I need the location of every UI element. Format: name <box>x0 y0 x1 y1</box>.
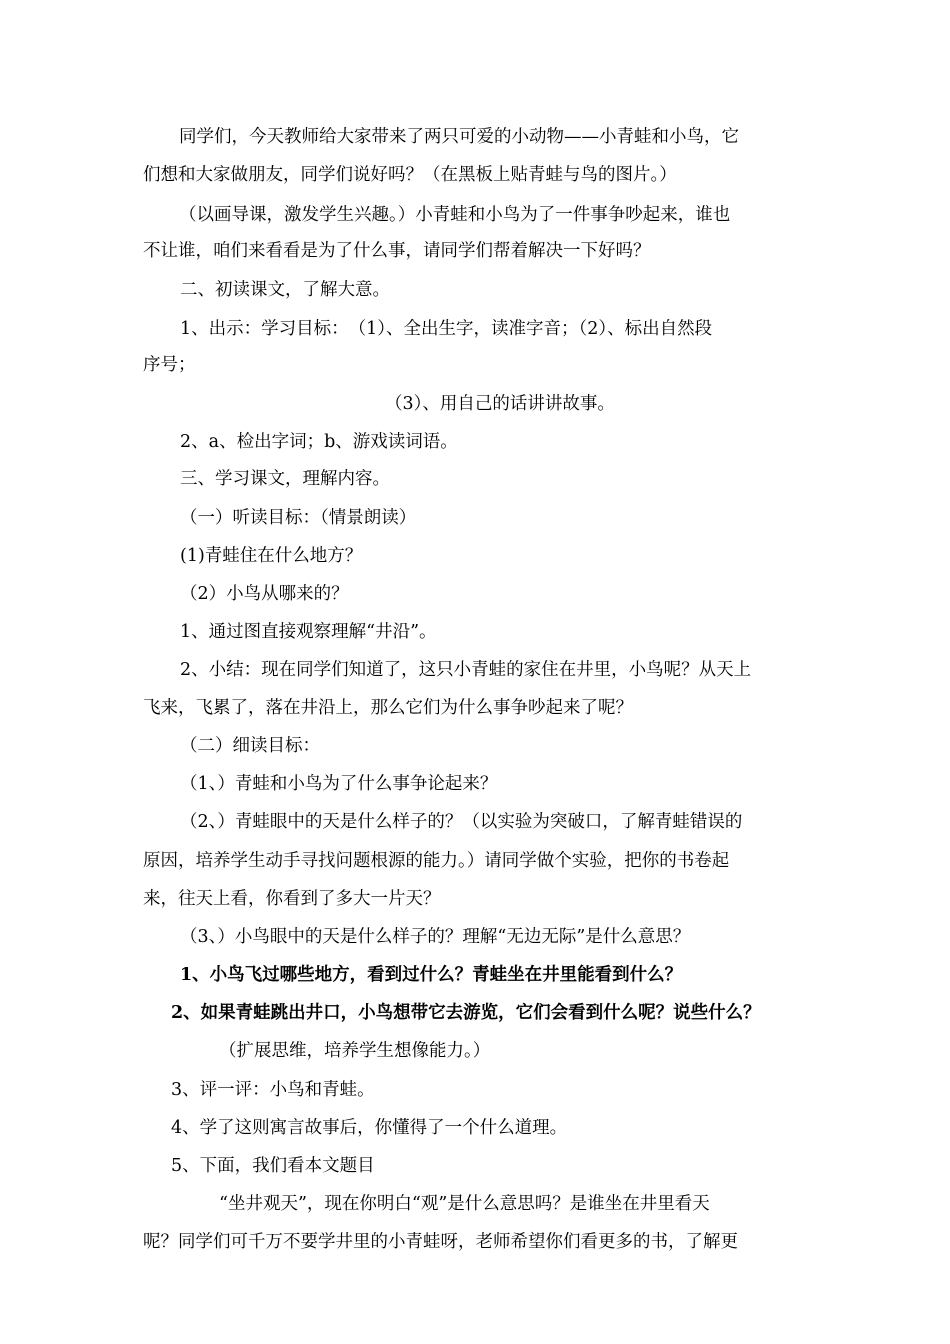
paragraph-line-3: （以画导课，激发学生兴趣。）小青蛙和小鸟为了一件事争吵起来，谁也 <box>179 205 731 225</box>
paragraph-line-21: 来，往天上看，你看到了多大一片天？ <box>143 889 441 909</box>
paragraph-line-28: 5、下面，我们看本文题目 <box>171 1156 375 1176</box>
paragraph-line-8: （3）、用自己的话讲讲故事。 <box>385 394 615 414</box>
paragraph-line-27: 4、学了这则寓言故事后，你懂得了一个什么道理。 <box>171 1118 568 1138</box>
paragraph-line-30: 呢？同学们可千万不要学井里的小青蛙呀，老师希望你们看更多的书，了解更 <box>143 1232 738 1252</box>
paragraph-line-4: 不让谁，咱们来看看是为了什么事，请同学们帮着解决一下好吗？ <box>143 241 651 261</box>
subsection-heading-1: （一）听读目标：（情景朗读） <box>180 508 417 528</box>
paragraph-line-1: 同学们，今天教师给大家带来了两只可爱的小动物——小青蛙和小鸟，它 <box>179 127 739 147</box>
subsection-heading-2: （二）细读目标： <box>180 736 320 756</box>
bold-question-1: 1、小鸟飞过哪些地方，看到过什么？青蛙坐在井里能看到什么？ <box>180 965 683 985</box>
paragraph-line-18: （1、）青蛙和小鸟为了什么事争论起来？ <box>180 774 498 794</box>
section-heading-2: 二、初读课文，了解大意。 <box>180 280 390 300</box>
paragraph-line-14: 1、通过图直接观察理解“井沿”。 <box>180 622 437 642</box>
paragraph-line-7: 序号； <box>143 355 196 375</box>
paragraph-line-19: （2、）青蛙眼中的天是什么样子的？（以实验为突破口，了解青蛙错误的 <box>180 812 743 832</box>
paragraph-line-15: 2、小结：现在同学们知道了，这只小青蛙的家住在井里，小鸟呢？从天上 <box>180 660 752 680</box>
paragraph-line-12: (1)青蛙住在什么地方？ <box>180 546 363 566</box>
paragraph-line-29: “坐井观天”，现在你明白“观”是什么意思吗？是谁坐在井里看天 <box>219 1194 710 1214</box>
paragraph-line-22: （3、）小鸟眼中的天是什么样子的？理解“无边无际”是什么意思？ <box>180 927 691 947</box>
paragraph-line-25: （扩展思维，培养学生想像能力。） <box>219 1041 491 1061</box>
paragraph-line-6: 1、出示：学习目标： （1）、全出生字，读准字音；（2）、标出自然段 <box>180 319 713 339</box>
bold-question-2: 2、如果青蛙跳出井口，小鸟想带它去游览，它们会看到什么呢？说些什么？ <box>171 1003 761 1023</box>
paragraph-line-9: 2、a、检出字词；b、游戏读词语。 <box>180 432 458 452</box>
paragraph-line-2: 们想和大家做朋友，同学们说好吗？（在黑板上贴青蛙与鸟的图片。） <box>143 165 677 185</box>
section-heading-3: 三、学习课文，理解内容。 <box>180 469 390 489</box>
paragraph-line-13: （2）小鸟从哪来的？ <box>180 584 349 604</box>
paragraph-line-20: 原因，培养学生动手寻找问题根源的能力。）请同学做个实验，把你的书卷起 <box>143 851 730 871</box>
paragraph-line-26: 3、评一评：小鸟和青蛙。 <box>171 1080 375 1100</box>
paragraph-line-16: 飞来，飞累了，落在井沿上，那么它们为什么事争吵起来了呢？ <box>143 698 633 718</box>
